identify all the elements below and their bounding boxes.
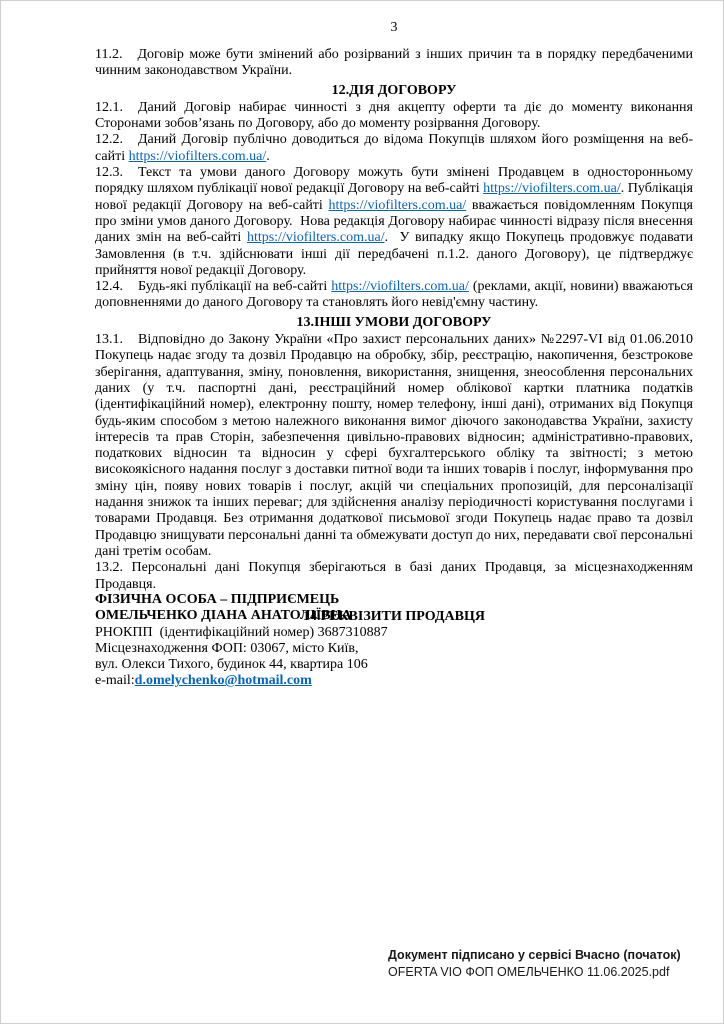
section-13-heading: 13.ІНШІ УМОВИ ДОГОВОРУ [296,314,492,330]
text-run: 12.4. [95,279,123,295]
page-number: 3 [390,20,398,35]
document-body [95,47,693,626]
text-run: 13.1. [95,332,123,348]
seller-address-line2 [95,657,693,673]
website-link[interactable]: https://viofilters.com.ua/ [328,197,467,213]
text-run: 12.1. [95,99,123,115]
text-run: ФІЗИЧНА ОСОБА – ПІДПРИЄМЕЦЬ [95,592,340,607]
text-run: 12.2. [95,132,123,148]
email-link[interactable]: d.omelychenko@hotmail.com [134,673,312,689]
seller-address-line1 [95,641,693,657]
section-12-heading: 12.ДІЯ ДОГОВОРУ [331,82,457,98]
clause-12-3 [95,165,693,279]
website-link[interactable]: https://viofilters.com.ua/ [246,230,385,246]
clause-13-2 [95,560,693,593]
clause-13-1 [95,332,693,560]
clause-12-1 [95,100,693,133]
text-run: Відповідно до Закону України «Про захист персональних даних» №2297-VI від 01.06.2010 Покупець надає згоду та дозвіл Продавцю на обробку, збір, реєстрацію, накопичення, безстрокове зберігання, адаптування, зміну, поновлення, використання, знищення, знеособлення персональних даних (у т.ч. паспортні дані, реєстраційний номер облікової картки платника податків (ідентифікаційний номер), електронну пошту, номер телефону, інші дані), отриманих від Покупця будь-яким способом з метою належного виконання вимог діючого законодавства України, захисту інтересів та прав Сторін, забезпечення цивільно-правових відносин; адміністративно-правових, податкових відносин та відносин у сфері бухгалтерського обліку та звітності; з метою високоякісного надання послуг з доставки питної води та інших товарів і послуг, інформування про зміну цін, появу нових товарів і послуг, акцій чи спеціальних пропозицій, для персоналізації надання знижок та інших переваг; для здійснення аналізу періодичності користування послугами і товарами Продавця. Без отримання додаткової письмової згоди Покупець надає право та дозвіл Продавцю знищувати персональні данні та обмежувати доступ до них, передавати свої персональні дані третім особам. [95,332,693,559]
text-run: Будь-які публікації на веб-сайті [138,279,332,295]
clause-12-4 [95,279,693,312]
text-run: Даний Договір набирає чинності з дня акцепту оферти та діє до моменту виконання Сторонами зобов’язань по Договору, або до моменту розірвання Договору. [95,99,693,132]
text-run: e-mail: [95,673,135,689]
text-run: Договір може бути змінений або розірваний з інших причин та в порядку передбаченими чинним законодавством України. [95,47,693,79]
text-run: Місцезнаходження ФОП: 03067, місто Київ, [95,640,359,656]
text-run: РНОКПП (ідентифікаційний номер) 3687310887 [95,624,388,640]
section-14-heading: 14.РЕКВІЗИТИ ПРОДАВЦЯ [303,608,485,624]
text-run: . У випадку якщо Покупець продовжує подавати Замовлення (в т.ч. здійснювати інші дії передбачені п.1.2. даного Договору), це підтверджує прийняття нової редакції Договору. [95,230,693,278]
seller-name [95,608,693,624]
clause-12-2 [95,132,693,165]
text-run: Даний Договір публічно доводиться до відома Покупців шляхом його розміщення на веб-сайті [95,132,693,164]
text-run: . Публікація нової редакції Договору на веб-сайті [95,181,693,213]
text-run: (реклами, акції, новини) вважаються доповненнями до даного Договору та становлять його невід'ємну частину. [95,279,693,311]
text-run: вважається повідомленням Покупця про зміни умов даного Договору. Нова редакція Договору набирає чинності відразу після внесення даних змін на веб-сайті [95,197,693,246]
website-link[interactable]: https://viofilters.com.ua/ [483,181,621,197]
clause-11-2 [95,47,693,80]
seller-email [95,673,693,689]
text-run: Текст та умови даного Договору можуть бути змінені Продавцем в односторонньому порядку шляхом публікації нової редакції Договору на веб-сайті [95,165,693,197]
signature-filename: OFERTA VIO ФОП ОМЕЛЬЧЕНКО 11.06.2025.pdf [388,965,670,979]
text-run: 13.2. Персональні дані Покупця зберігаються в базі даних Продавця, за місцезнаходженням Продавця. [95,560,693,592]
text-run: 11.2. [95,47,123,62]
seller-details-block [95,592,693,690]
website-link[interactable]: https://viofilters.com.ua/ [331,279,469,295]
text-run: 12.3. [95,165,123,181]
text-run: . [266,148,270,164]
text-run: ОМЕЛЬЧЕНКО ДІАНА АНАТОЛІЇВНА [95,608,352,624]
website-link[interactable]: https://viofilters.com.ua/ [128,148,267,164]
signature-footer [388,947,681,981]
seller-tax-id [95,625,693,641]
text-run: вул. Олекси Тихого, будинок 44, квартира 106 [95,657,368,673]
seller-entity-type [95,592,693,608]
signature-service-note: Документ підписано у сервісі Вчасно (початок) [388,948,681,962]
